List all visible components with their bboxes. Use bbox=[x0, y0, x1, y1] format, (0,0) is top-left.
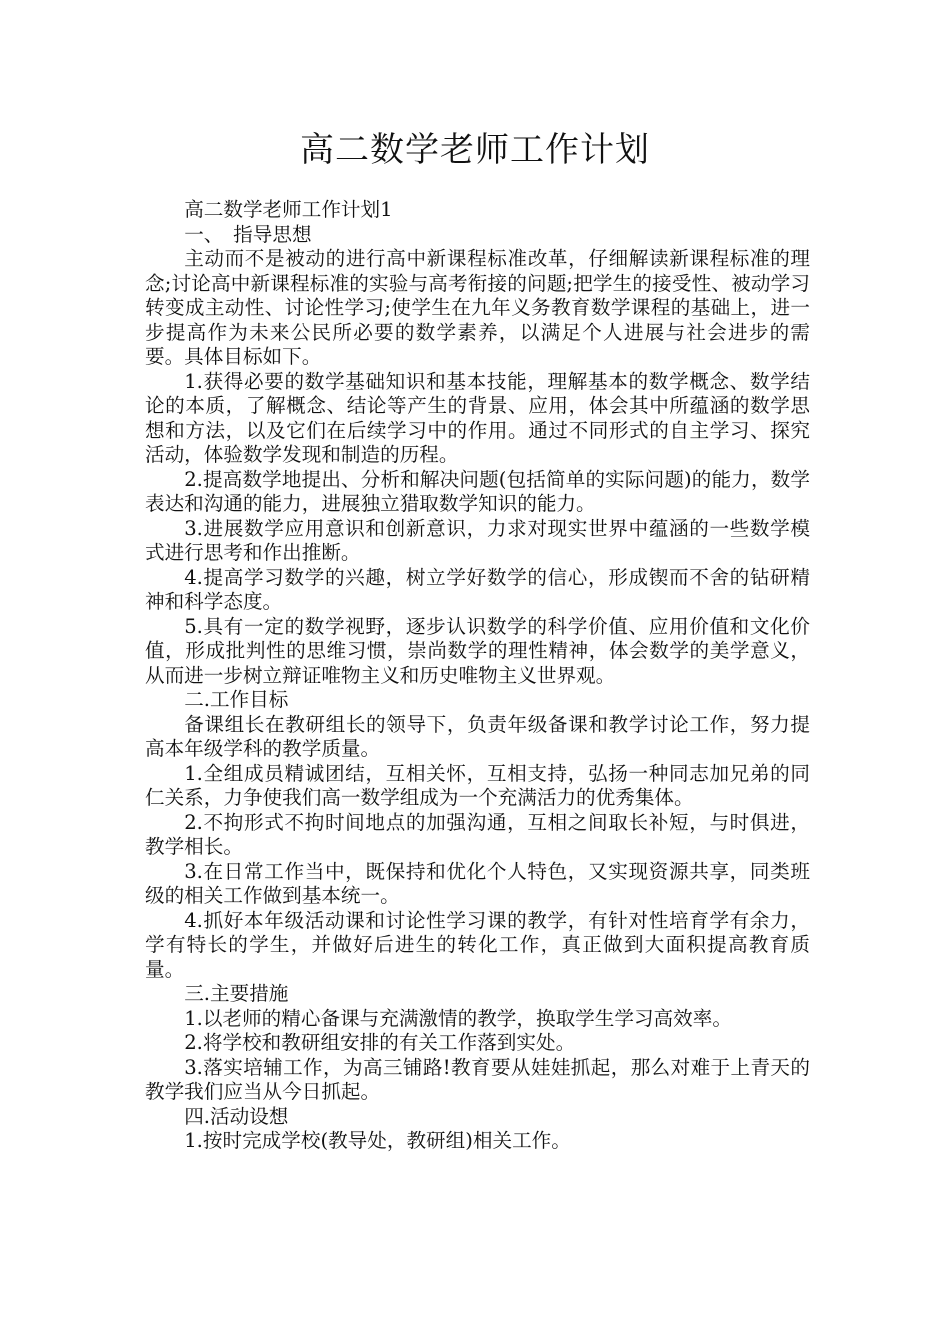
paragraph: 5.具有一定的数学视野，逐步认识数学的科学价值、应用价值和文化价值，形成批判性的思维习惯，崇尚数学的理性精神，体会数学的美学意义，从而进一步树立辩证唯物主义和历史唯物主义世界观。 bbox=[145, 614, 810, 687]
paragraph: 1.以老师的精心备课与充满激情的教学，换取学生学习高效率。 bbox=[184, 1006, 732, 1030]
paragraph: 4.抓好本年级活动课和讨论性学习课的教学，有针对性培育学有余力，学有特长的学生，并做好后进生的转化工作，真正做到大面积提高教育质量。 bbox=[145, 908, 810, 981]
paragraph: 主动而不是被动的进行高中新课程标准改革，仔细解读新课程标准的理念;讨论高中新课程标准的实验与高考衔接的问题;把学生的接受性、被动学习转变成主动性、讨论性学习;使学生在九年义务教育数学课程的基础上，进一步提高作为未来公民所必要的数学素养，以满足个人进展与社会进步的需要。具体目标如下。 bbox=[145, 247, 810, 368]
paragraph: 高二数学老师工作计划1 bbox=[184, 198, 393, 221]
document-title: 高二数学老师工作计划 bbox=[300, 130, 650, 170]
paragraph: 三.主要措施 bbox=[184, 982, 289, 1005]
paragraph: 3.在日常工作当中，既保持和优化个人特色，又实现资源共享，同类班级的相关工作做到基本统一。 bbox=[145, 859, 810, 907]
paragraph: 3.进展数学应用意识和创新意识，力求对现实世界中蕴涵的一些数学模式进行思考和作出推断。 bbox=[145, 516, 810, 564]
paragraph: 2.将学校和教研组安排的有关工作落到实处。 bbox=[184, 1031, 576, 1054]
paragraph: 3.落实培辅工作，为高三铺路!教育要从娃娃抓起，那么对难于上青天的教学我们应当从今日抓起。 bbox=[145, 1055, 810, 1103]
paragraph: 4.提高学习数学的兴趣，树立学好数学的信心，形成锲而不舍的钻研精神和科学态度。 bbox=[145, 565, 810, 613]
paragraph: 1.全组成员精诚团结，互相关怀，互相支持，弘扬一种同志加兄弟的同仁关系，力争使我们高一数学组成为一个充满活力的优秀集体。 bbox=[145, 761, 810, 809]
paragraph: 2.提高数学地提出、分析和解决问题(包括简单的实际问题)的能力，数学表达和沟通的能力，进展独立猎取数学知识的能力。 bbox=[145, 467, 810, 515]
paragraph: 1.获得必要的数学基础知识和基本技能，理解基本的数学概念、数学结论的本质，了解概念、结论等产生的背景、应用，体会其中所蕴涵的数学思想和方法，以及它们在后续学习中的作用。通过不同形式的自主学习、探究活动，体验数学发现和制造的历程。 bbox=[145, 369, 810, 466]
paragraph: 备课组长在教研组长的领导下，负责年级备课和教学讨论工作，努力提高本年级学科的教学质量。 bbox=[145, 712, 810, 760]
paragraph: 二.工作目标 bbox=[184, 688, 289, 711]
document-body bbox=[145, 198, 810, 1154]
paragraph: 四.活动设想 bbox=[184, 1104, 289, 1128]
paragraph: 1.按时完成学校(教导处，教研组)相关工作。 bbox=[184, 1129, 571, 1152]
paragraph: 2.不拘形式不拘时间地点的加强沟通，互相之间取长补短，与时俱进，教学相长。 bbox=[145, 810, 810, 858]
paragraph: 一、 指导思想 bbox=[184, 222, 312, 246]
